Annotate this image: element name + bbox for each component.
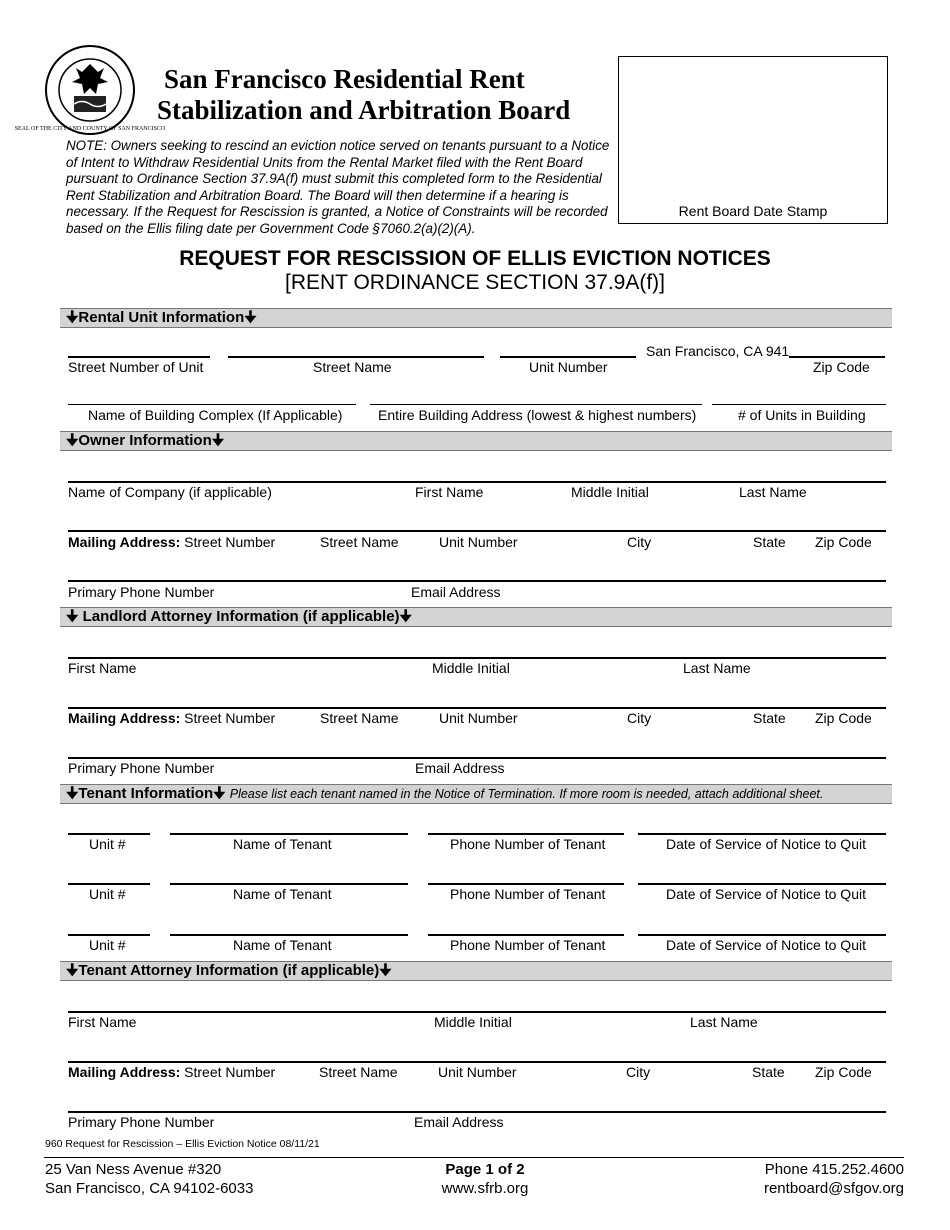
- tenant-attorney-address-line[interactable]: [68, 1061, 886, 1063]
- label-middle-initial: Middle Initial: [432, 660, 510, 676]
- label-middle-initial: Middle Initial: [434, 1014, 512, 1030]
- label-unit-number: Unit Number: [439, 534, 518, 550]
- label-state: State: [752, 1064, 785, 1080]
- label-email: Email Address: [411, 584, 501, 600]
- landlord-attorney-address-line[interactable]: [68, 707, 886, 709]
- building-address-line[interactable]: [370, 404, 702, 405]
- city-prefix: San Francisco, CA 941: [646, 343, 790, 359]
- tenant2-phone-line[interactable]: [428, 883, 624, 885]
- label-tenant-name: Name of Tenant: [233, 937, 332, 953]
- page-number: Page 1 of 2: [445, 1161, 525, 1178]
- label-unit-number: Unit Number: [438, 1064, 517, 1080]
- label-units-count: # of Units in Building: [738, 407, 866, 423]
- label-tenant-name: Name of Tenant: [233, 886, 332, 902]
- label-street-name: Street Name: [320, 710, 399, 726]
- landlord-attorney-name-line[interactable]: [68, 657, 886, 659]
- label-state: State: [753, 534, 786, 550]
- label-tenant-name: Name of Tenant: [233, 836, 332, 852]
- date-stamp-label: Rent Board Date Stamp: [678, 203, 828, 219]
- label-tenant-phone: Phone Number of Tenant: [450, 937, 606, 953]
- label-street-name: Street Name: [319, 1064, 398, 1080]
- label-service-date: Date of Service of Notice to Quit: [666, 937, 866, 953]
- footer-address-2: San Francisco, CA 94102-6033: [45, 1180, 254, 1197]
- label-unit: Unit #: [89, 886, 126, 902]
- label-mailing-address: Mailing Address: Street Number: [68, 534, 276, 550]
- label-email: Email Address: [415, 760, 505, 776]
- label-state: State: [753, 710, 786, 726]
- label-zip: Zip Code: [813, 359, 870, 375]
- date-stamp-box: [618, 56, 888, 224]
- label-street-name: Street Name: [313, 359, 392, 375]
- owner-contact-line[interactable]: [68, 580, 886, 582]
- tenant1-phone-line[interactable]: [428, 833, 624, 835]
- label-city: City: [626, 1064, 651, 1080]
- label-tenant-phone: Phone Number of Tenant: [450, 886, 606, 902]
- label-zip: Zip Code: [815, 710, 872, 726]
- label-phone: Primary Phone Number: [68, 1114, 215, 1130]
- label-street-number: Street Number of Unit: [68, 359, 204, 375]
- board-name-line2: Stabilization and Arbitration Board: [157, 95, 571, 125]
- tenant1-name-line[interactable]: [170, 833, 408, 835]
- label-last-name: Last Name: [683, 660, 751, 676]
- label-city: City: [627, 534, 652, 550]
- form-title: REQUEST FOR RESCISSION OF ELLIS EVICTION NOTICES: [179, 247, 771, 270]
- label-street-name: Street Name: [320, 534, 399, 550]
- footer-phone: Phone 415.252.4600: [764, 1161, 904, 1178]
- label-service-date: Date of Service of Notice to Quit: [666, 836, 866, 852]
- label-zip: Zip Code: [815, 1064, 872, 1080]
- tenant3-unit-line[interactable]: [68, 934, 150, 936]
- website-link[interactable]: www.sfrb.org: [441, 1180, 529, 1197]
- label-city: City: [627, 710, 652, 726]
- label-middle-initial: Middle Initial: [571, 484, 649, 500]
- label-first-name: First Name: [415, 484, 484, 500]
- label-first-name: First Name: [68, 660, 137, 676]
- intro-note: NOTE: Owners seeking to rescind an eviction notice served on tenants pursuant to a Notice of Intent to Withdraw Residential Units from the Rental Market filed with the Rent Board pursuant to Ordinance Section 37.9A(f) must submit this completed form to the Residential Rent Stabilization and Arbitration Board. The Board will then determine if a hearing is necessary. If the Request for Rescission is granted, a Notice of Constraints will be recorded based on the Ellis filing date per Government Code §7060.2(a)(2)(A).: [66, 138, 610, 236]
- label-zip: Zip Code: [815, 534, 872, 550]
- label-mailing-address: Mailing Address: Street Number: [68, 710, 276, 726]
- tenant2-unit-line[interactable]: [68, 883, 150, 885]
- label-building-name: Name of Building Complex (If Applicable): [88, 407, 343, 423]
- street-number-line[interactable]: [68, 356, 210, 358]
- tenant3-name-line[interactable]: [170, 934, 408, 936]
- tenant1-date-line[interactable]: [638, 833, 886, 835]
- landlord-attorney-contact-line[interactable]: [68, 757, 886, 759]
- section-tenant-attorney: 🠋Tenant Attorney Information (if applicable)🠋: [60, 961, 892, 981]
- tenant3-phone-line[interactable]: [428, 934, 624, 936]
- label-email: Email Address: [414, 1114, 504, 1130]
- tenant-hint: Please list each tenant named in the Notice of Termination. If more room is needed, attach additional sheet.: [229, 787, 824, 801]
- label-unit: Unit #: [89, 836, 126, 852]
- label-unit-number: Unit Number: [439, 710, 518, 726]
- label-tenant-phone: Phone Number of Tenant: [450, 836, 606, 852]
- label-phone: Primary Phone Number: [68, 584, 215, 600]
- tenant-attorney-name-line[interactable]: [68, 1011, 886, 1013]
- label-unit-number: Unit Number: [529, 359, 608, 375]
- unit-number-line[interactable]: [500, 356, 636, 358]
- label-building-address: Entire Building Address (lowest & highest numbers): [378, 407, 697, 423]
- label-last-name: Last Name: [739, 484, 807, 500]
- svg-text:SEAL OF THE CITY AND COUNTY OF: SEAL OF THE CITY AND COUNTY OF SAN FRANCISCO: [14, 126, 166, 132]
- street-name-line[interactable]: [228, 356, 484, 358]
- tenant1-unit-line[interactable]: [68, 833, 150, 835]
- tenant-attorney-contact-line[interactable]: [68, 1111, 886, 1113]
- label-mailing-address: Mailing Address: Street Number: [68, 1064, 276, 1080]
- footer-divider: [44, 1157, 904, 1158]
- section-owner: 🠋Owner Information🠋: [60, 431, 892, 451]
- section-rental-unit: 🠋Rental Unit Information🠋: [60, 308, 892, 328]
- board-name-line1: San Francisco Residential Rent: [164, 64, 525, 94]
- tenant2-date-line[interactable]: [638, 883, 886, 885]
- tenant3-date-line[interactable]: [638, 934, 886, 936]
- footer-address-1: 25 Van Ness Avenue #320: [45, 1161, 222, 1178]
- section-landlord-attorney: 🠋 Landlord Attorney Information (if applicable)🠋: [60, 607, 892, 627]
- owner-address-line[interactable]: [68, 530, 886, 532]
- footer-email[interactable]: rentboard@sfgov.org: [763, 1180, 904, 1197]
- label-company: Name of Company (if applicable): [68, 484, 272, 500]
- zip-line[interactable]: [789, 356, 885, 358]
- form-id: 960 Request for Rescission – Ellis Eviction Notice 08/11/21: [45, 1138, 320, 1150]
- label-unit: Unit #: [89, 937, 126, 953]
- building-name-line[interactable]: [68, 404, 356, 405]
- section-tenant: 🠋Tenant Information🠋 Please list each tenant named in the Notice of Termination. If more room is needed, attach additional sheet.: [60, 784, 892, 804]
- label-first-name: First Name: [68, 1014, 137, 1030]
- tenant2-name-line[interactable]: [170, 883, 408, 885]
- city-seal-icon: [14, 44, 166, 136]
- label-service-date: Date of Service of Notice to Quit: [666, 886, 866, 902]
- owner-name-line[interactable]: [68, 481, 886, 483]
- label-last-name: Last Name: [690, 1014, 758, 1030]
- units-count-line[interactable]: [712, 404, 886, 405]
- label-phone: Primary Phone Number: [68, 760, 215, 776]
- form-subtitle: [RENT ORDINANCE SECTION 37.9A(f)]: [284, 271, 665, 294]
